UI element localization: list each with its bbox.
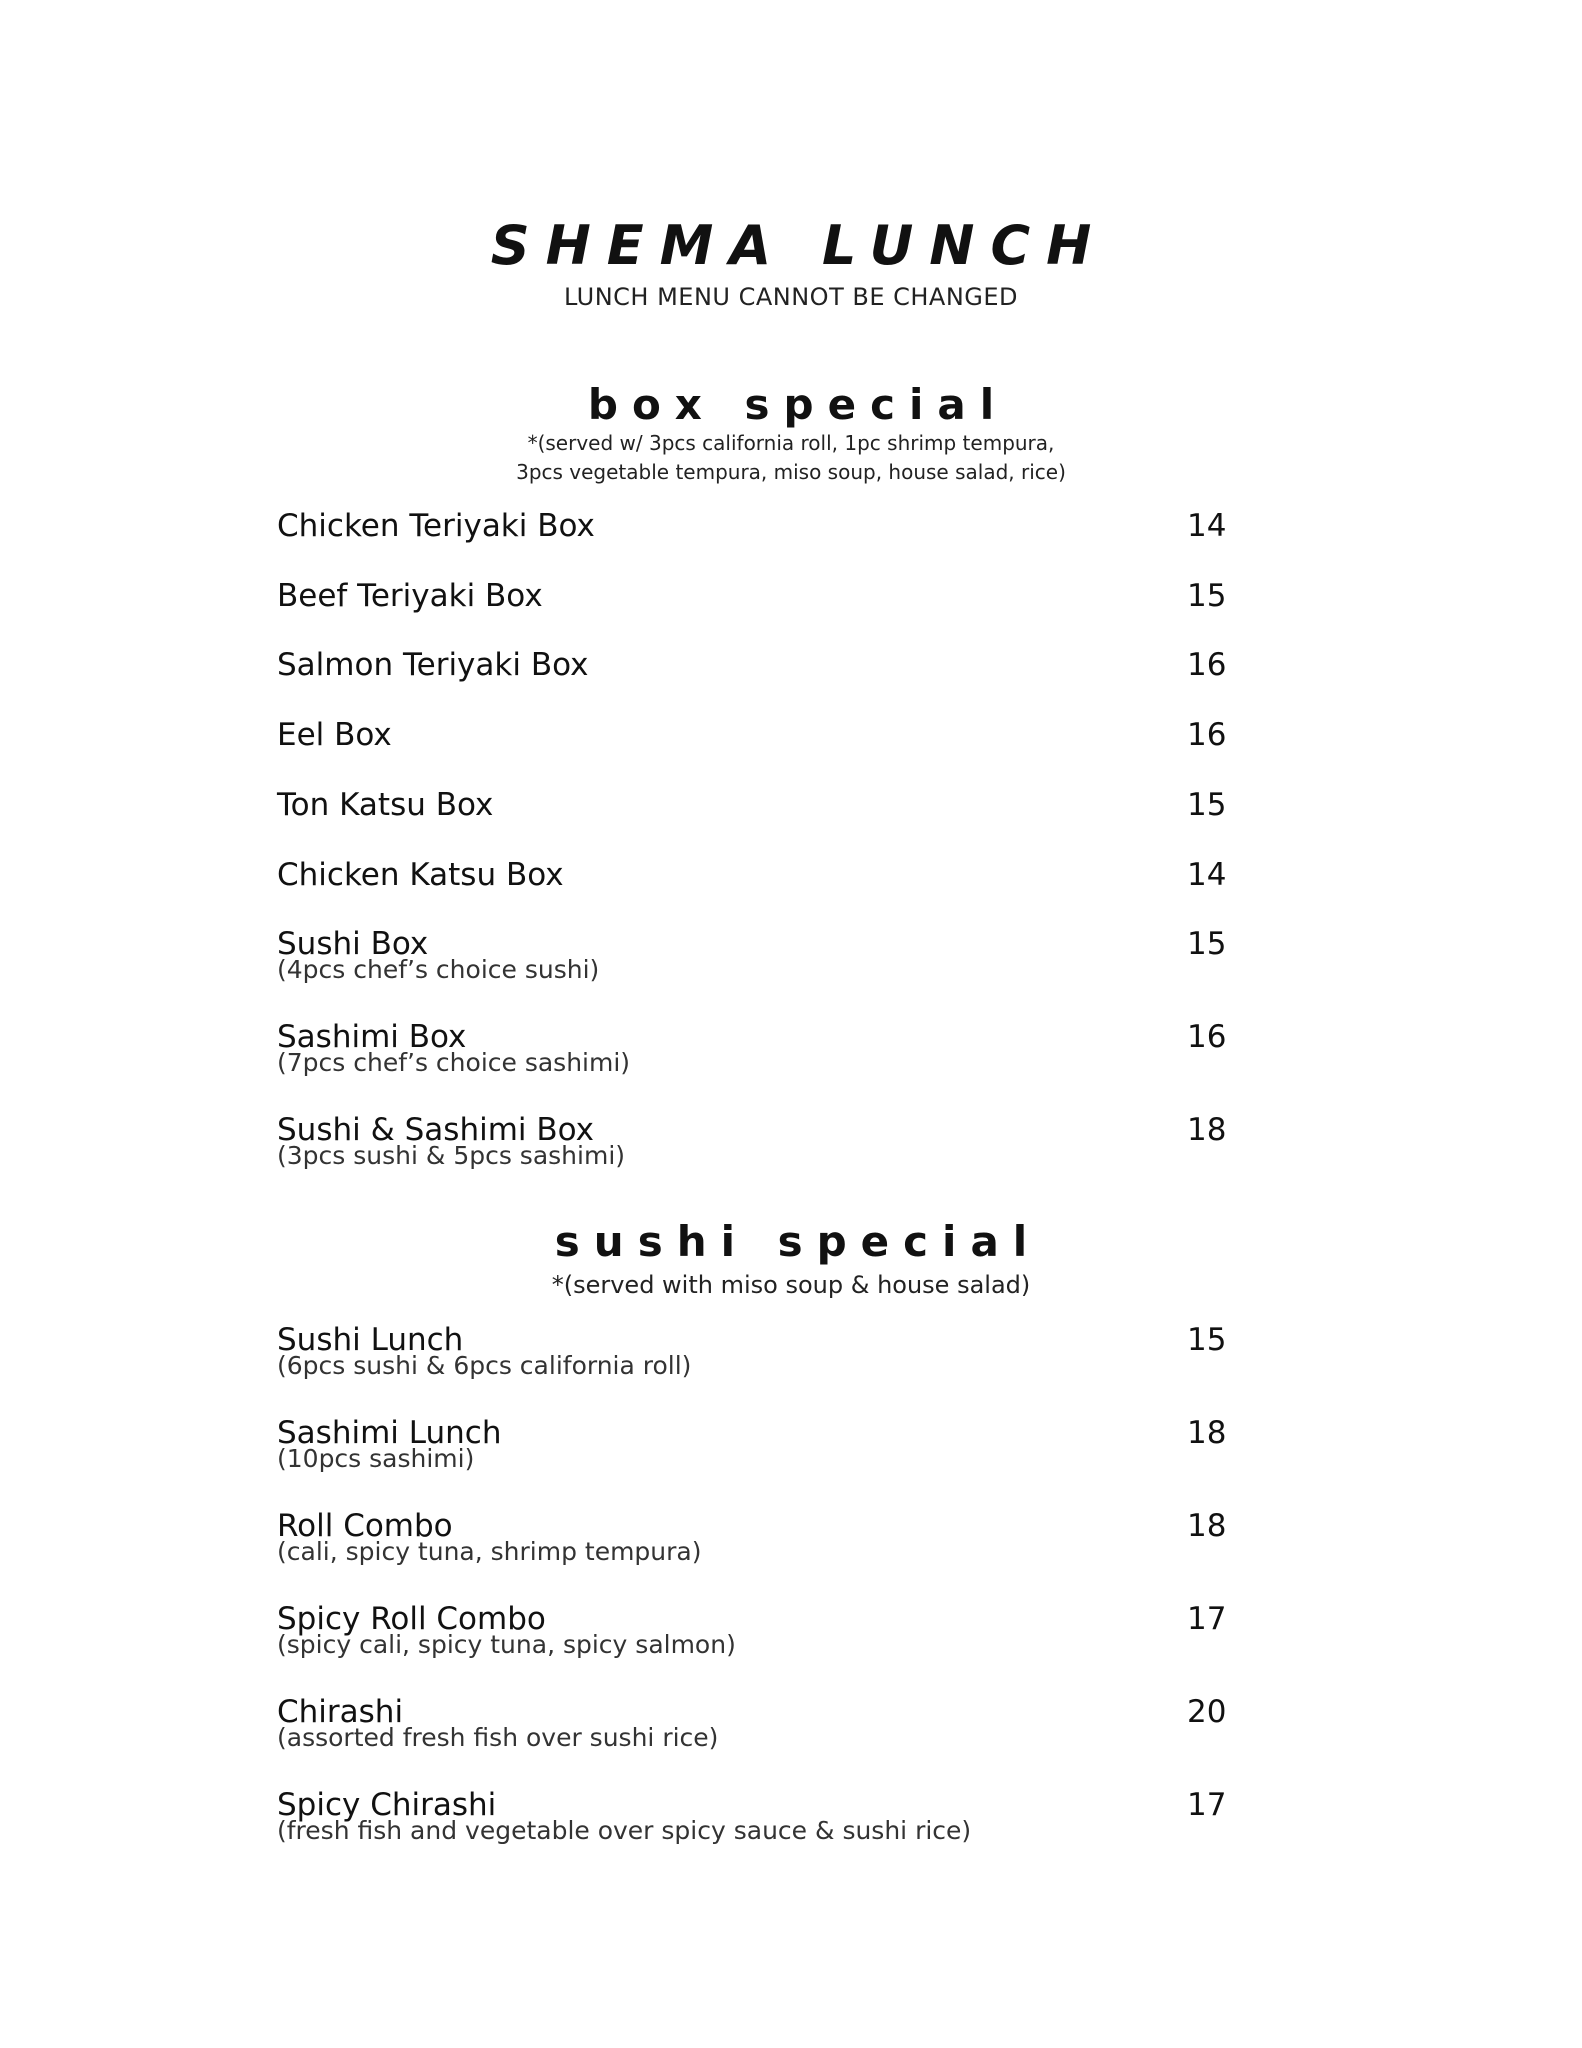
item-price: 18 [1187, 1415, 1227, 1451]
item-name: Chicken Teriyaki Box [277, 508, 595, 544]
item-name: Chirashi [277, 1694, 404, 1730]
item-price: 17 [1187, 1601, 1227, 1637]
item-name: Eel Box [277, 717, 392, 753]
item-name: Sushi Box [277, 926, 429, 962]
item-name: Salmon Teriyaki Box [277, 647, 589, 683]
item-price: 16 [1187, 1019, 1227, 1055]
item-price: 16 [1187, 647, 1227, 683]
item-name: Spicy Chirashi [277, 1787, 497, 1823]
section-title-box-special: box special [587, 380, 1009, 429]
item-description: (4pcs chef’s choice sushi) [277, 955, 600, 984]
menu-item [277, 1786, 1237, 1856]
menu-item [277, 856, 1237, 926]
item-price: 20 [1187, 1694, 1227, 1730]
item-description: (10pcs sashimi) [277, 1444, 475, 1473]
item-description: (cali, spicy tuna, shrimp tempura) [277, 1537, 702, 1566]
menu-item [277, 1018, 1237, 1088]
item-name: Sushi Lunch [277, 1322, 464, 1358]
menu-item [277, 577, 1237, 647]
item-name: Chicken Katsu Box [277, 857, 564, 893]
item-price: 15 [1187, 578, 1227, 614]
item-price: 16 [1187, 717, 1227, 753]
section-note-box-special-line1: *(served w/ 3pcs california roll, 1pc shrimp tempura, [527, 431, 1055, 455]
section-title-sushi-special: sushi special [554, 1217, 1042, 1266]
section-note-box-special-line2: 3pcs vegetable tempura, miso soup, house salad, rice) [516, 460, 1066, 484]
menu-item [277, 925, 1237, 995]
menu-item [277, 1414, 1237, 1484]
menu-item [277, 1507, 1237, 1577]
section-note-sushi-special: *(served with miso soup & house salad) [551, 1271, 1031, 1299]
menu-item [277, 786, 1237, 856]
item-name: Ton Katsu Box [277, 787, 494, 823]
menu-item [277, 646, 1237, 716]
item-description: (spicy cali, spicy tuna, spicy salmon) [277, 1630, 736, 1659]
page-title: SHEMA LUNCH [490, 214, 1108, 277]
item-name: Sashimi Lunch [277, 1415, 502, 1451]
menu-item [277, 1321, 1237, 1391]
item-name: Spicy Roll Combo [277, 1601, 546, 1637]
item-name: Beef Teriyaki Box [277, 578, 543, 614]
menu-item [277, 507, 1237, 577]
item-price: 18 [1187, 1508, 1227, 1544]
page-subtitle: LUNCH MENU CANNOT BE CHANGED [563, 283, 1019, 311]
item-description: (assorted fresh fish over sushi rice) [277, 1723, 719, 1752]
item-price: 17 [1187, 1787, 1227, 1823]
item-price: 14 [1187, 508, 1227, 544]
item-price: 15 [1187, 787, 1227, 823]
item-description: (3pcs sushi & 5pcs sashimi) [277, 1141, 626, 1170]
menu-item [277, 716, 1237, 786]
item-price: 18 [1187, 1112, 1227, 1148]
item-description: (7pcs chef’s choice sashimi) [277, 1048, 631, 1077]
item-name: Sushi & Sashimi Box [277, 1112, 594, 1148]
menu-item [277, 1111, 1237, 1181]
item-price: 15 [1187, 926, 1227, 962]
item-description: (fresh fish and vegetable over spicy sauce & sushi rice) [277, 1816, 972, 1845]
item-price: 14 [1187, 857, 1227, 893]
item-name: Sashimi Box [277, 1019, 467, 1055]
menu-item [277, 1693, 1237, 1763]
item-price: 15 [1187, 1322, 1227, 1358]
menu-item [277, 1600, 1237, 1670]
item-name: Roll Combo [277, 1508, 453, 1544]
item-description: (6pcs sushi & 6pcs california roll) [277, 1351, 692, 1380]
